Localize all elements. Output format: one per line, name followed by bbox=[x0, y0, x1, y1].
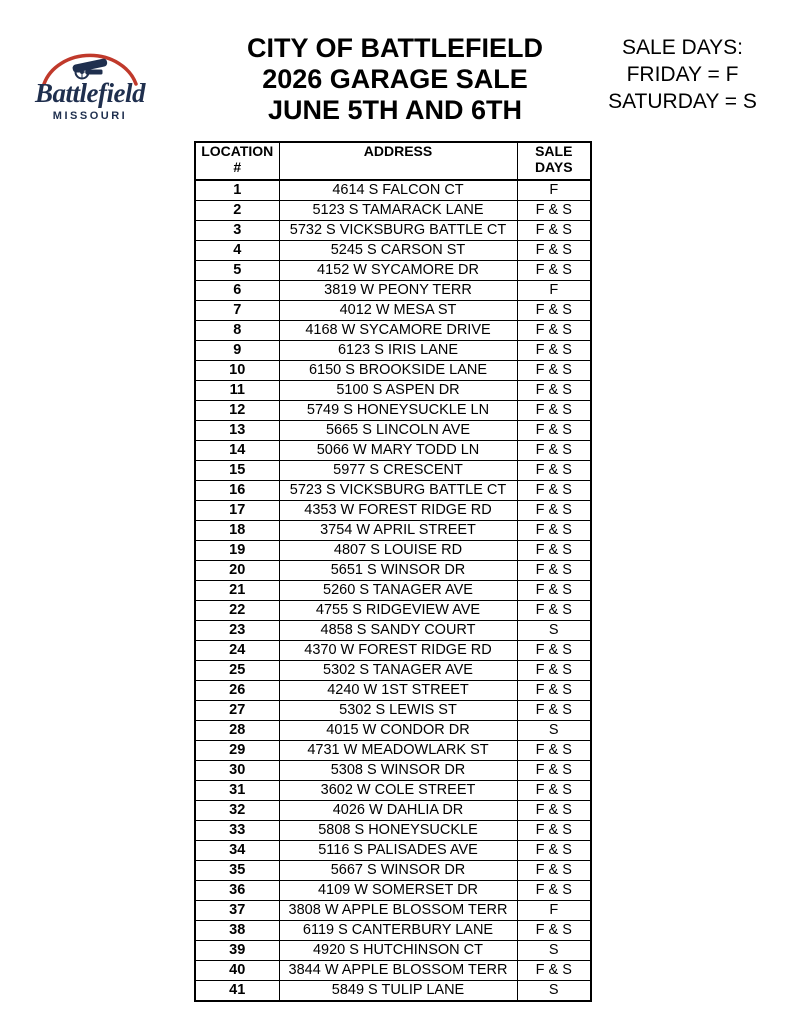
address-cell: 5723 S VICKSBURG BATTLE CT bbox=[279, 481, 517, 501]
address-cell: 5749 S HONEYSUCKLE LN bbox=[279, 401, 517, 421]
sale-days-cell: S bbox=[517, 721, 591, 741]
location-cell: 9 bbox=[195, 341, 279, 361]
address-cell: 5849 S TULIP LANE bbox=[279, 981, 517, 1002]
table-row bbox=[195, 901, 591, 921]
sale-days-cell: F & S bbox=[517, 861, 591, 881]
location-cell: 39 bbox=[195, 941, 279, 961]
location-cell: 22 bbox=[195, 601, 279, 621]
address-cell: 4152 W SYCAMORE DR bbox=[279, 261, 517, 281]
address-cell: 4370 W FOREST RIDGE RD bbox=[279, 641, 517, 661]
table-row bbox=[195, 701, 591, 721]
location-cell: 15 bbox=[195, 461, 279, 481]
location-cell: 26 bbox=[195, 681, 279, 701]
address-cell: 5651 S WINSOR DR bbox=[279, 561, 517, 581]
location-cell: 36 bbox=[195, 881, 279, 901]
location-cell: 2 bbox=[195, 201, 279, 221]
address-cell: 5245 S CARSON ST bbox=[279, 241, 517, 261]
table-row bbox=[195, 661, 591, 681]
address-cell: 5665 S LINCOLN AVE bbox=[279, 421, 517, 441]
location-cell: 29 bbox=[195, 741, 279, 761]
table-row bbox=[195, 961, 591, 981]
sale-days-cell: F & S bbox=[517, 341, 591, 361]
table-row bbox=[195, 321, 591, 341]
page-title bbox=[195, 33, 595, 126]
table-row bbox=[195, 841, 591, 861]
table-row bbox=[195, 821, 591, 841]
address-cell: 4015 W CONDOR DR bbox=[279, 721, 517, 741]
header-location-line2: # bbox=[233, 159, 242, 175]
address-cell: 4353 W FOREST RIDGE RD bbox=[279, 501, 517, 521]
address-cell: 3844 W APPLE BLOSSOM TERR bbox=[279, 961, 517, 981]
table-row bbox=[195, 421, 591, 441]
address-cell: 5808 S HONEYSUCKLE bbox=[279, 821, 517, 841]
table-row bbox=[195, 561, 591, 581]
table-row bbox=[195, 921, 591, 941]
table-row bbox=[195, 861, 591, 881]
table-row bbox=[195, 461, 591, 481]
location-cell: 4 bbox=[195, 241, 279, 261]
header-location-line1: LOCATION bbox=[201, 143, 274, 159]
table-row bbox=[195, 301, 591, 321]
sale-days-cell: S bbox=[517, 621, 591, 641]
sale-days-cell: F & S bbox=[517, 541, 591, 561]
sale-days-cell: F bbox=[517, 281, 591, 301]
battlefield-logo bbox=[26, 40, 154, 124]
sale-days-cell: F & S bbox=[517, 681, 591, 701]
location-cell: 30 bbox=[195, 761, 279, 781]
title-line-1: CITY OF BATTLEFIELD bbox=[247, 33, 543, 63]
garage-sale-table bbox=[194, 141, 592, 1002]
table-row bbox=[195, 601, 591, 621]
address-cell: 3808 W APPLE BLOSSOM TERR bbox=[279, 901, 517, 921]
location-cell: 11 bbox=[195, 381, 279, 401]
location-cell: 32 bbox=[195, 801, 279, 821]
sale-days-cell: F & S bbox=[517, 821, 591, 841]
address-cell: 6123 S IRIS LANE bbox=[279, 341, 517, 361]
location-cell: 16 bbox=[195, 481, 279, 501]
address-cell: 5066 W MARY TODD LN bbox=[279, 441, 517, 461]
table-row bbox=[195, 201, 591, 221]
table-row bbox=[195, 361, 591, 381]
header-days-line1: SALE bbox=[535, 143, 573, 159]
sale-days-cell: F & S bbox=[517, 581, 591, 601]
table-row bbox=[195, 180, 591, 201]
sale-days-cell: F bbox=[517, 180, 591, 201]
sale-days-cell: F & S bbox=[517, 481, 591, 501]
location-cell: 23 bbox=[195, 621, 279, 641]
table-row bbox=[195, 521, 591, 541]
address-cell: 5977 S CRESCENT bbox=[279, 461, 517, 481]
legend-heading: SALE DAYS: bbox=[622, 36, 743, 59]
address-cell: 4026 W DAHLIA DR bbox=[279, 801, 517, 821]
location-cell: 33 bbox=[195, 821, 279, 841]
location-cell: 40 bbox=[195, 961, 279, 981]
table-row bbox=[195, 341, 591, 361]
sale-days-cell: F & S bbox=[517, 841, 591, 861]
sale-days-cell: F & S bbox=[517, 421, 591, 441]
address-cell: 5260 S TANAGER AVE bbox=[279, 581, 517, 601]
location-cell: 5 bbox=[195, 261, 279, 281]
address-cell: 4920 S HUTCHINSON CT bbox=[279, 941, 517, 961]
sale-days-cell: F & S bbox=[517, 241, 591, 261]
sale-days-cell: F & S bbox=[517, 641, 591, 661]
address-cell: 5302 S TANAGER AVE bbox=[279, 661, 517, 681]
address-cell: 4012 W MESA ST bbox=[279, 301, 517, 321]
header-address-label: ADDRESS bbox=[363, 143, 433, 159]
address-cell: 5116 S PALISADES AVE bbox=[279, 841, 517, 861]
sale-days-cell: F & S bbox=[517, 201, 591, 221]
location-cell: 14 bbox=[195, 441, 279, 461]
location-cell: 21 bbox=[195, 581, 279, 601]
address-cell: 4109 W SOMERSET DR bbox=[279, 881, 517, 901]
location-cell: 6 bbox=[195, 281, 279, 301]
address-cell: 5302 S LEWIS ST bbox=[279, 701, 517, 721]
title-line-3: JUNE 5TH AND 6TH bbox=[267, 95, 523, 125]
address-cell: 4240 W 1ST STREET bbox=[279, 681, 517, 701]
table-row bbox=[195, 881, 591, 901]
sale-days-cell: F & S bbox=[517, 961, 591, 981]
table-row bbox=[195, 681, 591, 701]
title-line-2: 2026 GARAGE SALE bbox=[262, 64, 528, 94]
sale-days-cell: F & S bbox=[517, 801, 591, 821]
table-row bbox=[195, 481, 591, 501]
sale-days-cell: F & S bbox=[517, 881, 591, 901]
location-cell: 8 bbox=[195, 321, 279, 341]
sale-days-cell: F & S bbox=[517, 701, 591, 721]
sale-days-cell: F & S bbox=[517, 381, 591, 401]
location-cell: 10 bbox=[195, 361, 279, 381]
address-cell: 4755 S RIDGEVIEW AVE bbox=[279, 601, 517, 621]
table-row bbox=[195, 501, 591, 521]
sale-days-cell: F & S bbox=[517, 761, 591, 781]
legend-saturday: SATURDAY = S bbox=[608, 90, 757, 113]
table-row bbox=[195, 781, 591, 801]
address-cell: 4168 W SYCAMORE DRIVE bbox=[279, 321, 517, 341]
location-cell: 7 bbox=[195, 301, 279, 321]
location-cell: 25 bbox=[195, 661, 279, 681]
address-cell: 3754 W APRIL STREET bbox=[279, 521, 517, 541]
location-cell: 35 bbox=[195, 861, 279, 881]
address-cell: 4731 W MEADOWLARK ST bbox=[279, 741, 517, 761]
address-cell: 6150 S BROOKSIDE LANE bbox=[279, 361, 517, 381]
table-body bbox=[195, 180, 591, 1001]
legend-friday: FRIDAY = F bbox=[626, 63, 739, 86]
table-row bbox=[195, 641, 591, 661]
location-cell: 28 bbox=[195, 721, 279, 741]
table-row bbox=[195, 541, 591, 561]
table-row bbox=[195, 261, 591, 281]
address-cell: 5123 S TAMARACK LANE bbox=[279, 201, 517, 221]
sale-days-cell: F bbox=[517, 901, 591, 921]
location-cell: 41 bbox=[195, 981, 279, 1002]
sale-days-cell: F & S bbox=[517, 461, 591, 481]
sale-days-cell: F & S bbox=[517, 221, 591, 241]
sale-days-cell: F & S bbox=[517, 301, 591, 321]
table-row bbox=[195, 761, 591, 781]
location-cell: 3 bbox=[195, 221, 279, 241]
sale-days-cell: F & S bbox=[517, 321, 591, 341]
sale-days-cell: F & S bbox=[517, 361, 591, 381]
logo-state: MISSOURI bbox=[52, 110, 128, 122]
header-location bbox=[195, 142, 279, 180]
location-cell: 17 bbox=[195, 501, 279, 521]
location-cell: 1 bbox=[195, 180, 279, 201]
sale-days-cell: F & S bbox=[517, 741, 591, 761]
address-cell: 5100 S ASPEN DR bbox=[279, 381, 517, 401]
table-row bbox=[195, 801, 591, 821]
address-cell: 4614 S FALCON CT bbox=[279, 180, 517, 201]
location-cell: 31 bbox=[195, 781, 279, 801]
sale-days-legend bbox=[590, 34, 775, 115]
logo-wordmark: Battlefield bbox=[35, 78, 145, 108]
location-cell: 37 bbox=[195, 901, 279, 921]
address-cell: 5667 S WINSOR DR bbox=[279, 861, 517, 881]
sale-days-cell: S bbox=[517, 981, 591, 1002]
table-row bbox=[195, 621, 591, 641]
table-row bbox=[195, 441, 591, 461]
table-row bbox=[195, 741, 591, 761]
table-row bbox=[195, 281, 591, 301]
header-sale-days bbox=[517, 142, 591, 180]
location-cell: 12 bbox=[195, 401, 279, 421]
sale-days-cell: F & S bbox=[517, 781, 591, 801]
address-cell: 3602 W COLE STREET bbox=[279, 781, 517, 801]
table-row bbox=[195, 981, 591, 1002]
table-row bbox=[195, 381, 591, 401]
sale-days-cell: F & S bbox=[517, 401, 591, 421]
table-row bbox=[195, 581, 591, 601]
sale-days-cell: F & S bbox=[517, 661, 591, 681]
table-row bbox=[195, 401, 591, 421]
sale-days-cell: F & S bbox=[517, 601, 591, 621]
location-cell: 20 bbox=[195, 561, 279, 581]
header-address bbox=[279, 142, 517, 180]
location-cell: 38 bbox=[195, 921, 279, 941]
sale-days-cell: F & S bbox=[517, 261, 591, 281]
address-cell: 3819 W PEONY TERR bbox=[279, 281, 517, 301]
location-cell: 34 bbox=[195, 841, 279, 861]
location-cell: 19 bbox=[195, 541, 279, 561]
location-cell: 13 bbox=[195, 421, 279, 441]
table-row bbox=[195, 241, 591, 261]
table-row bbox=[195, 941, 591, 961]
sale-days-cell: F & S bbox=[517, 561, 591, 581]
address-cell: 6119 S CANTERBURY LANE bbox=[279, 921, 517, 941]
sale-days-cell: S bbox=[517, 941, 591, 961]
address-cell: 5308 S WINSOR DR bbox=[279, 761, 517, 781]
sale-days-cell: F & S bbox=[517, 921, 591, 941]
sale-days-cell: F & S bbox=[517, 521, 591, 541]
header-days-line2: DAYS bbox=[534, 159, 573, 175]
table-row bbox=[195, 221, 591, 241]
sale-days-cell: F & S bbox=[517, 441, 591, 461]
sale-days-cell: F & S bbox=[517, 501, 591, 521]
location-cell: 27 bbox=[195, 701, 279, 721]
address-cell: 5732 S VICKSBURG BATTLE CT bbox=[279, 221, 517, 241]
location-cell: 24 bbox=[195, 641, 279, 661]
location-cell: 18 bbox=[195, 521, 279, 541]
address-cell: 4858 S SANDY COURT bbox=[279, 621, 517, 641]
table-row bbox=[195, 721, 591, 741]
table-header-row bbox=[195, 142, 591, 180]
address-cell: 4807 S LOUISE RD bbox=[279, 541, 517, 561]
